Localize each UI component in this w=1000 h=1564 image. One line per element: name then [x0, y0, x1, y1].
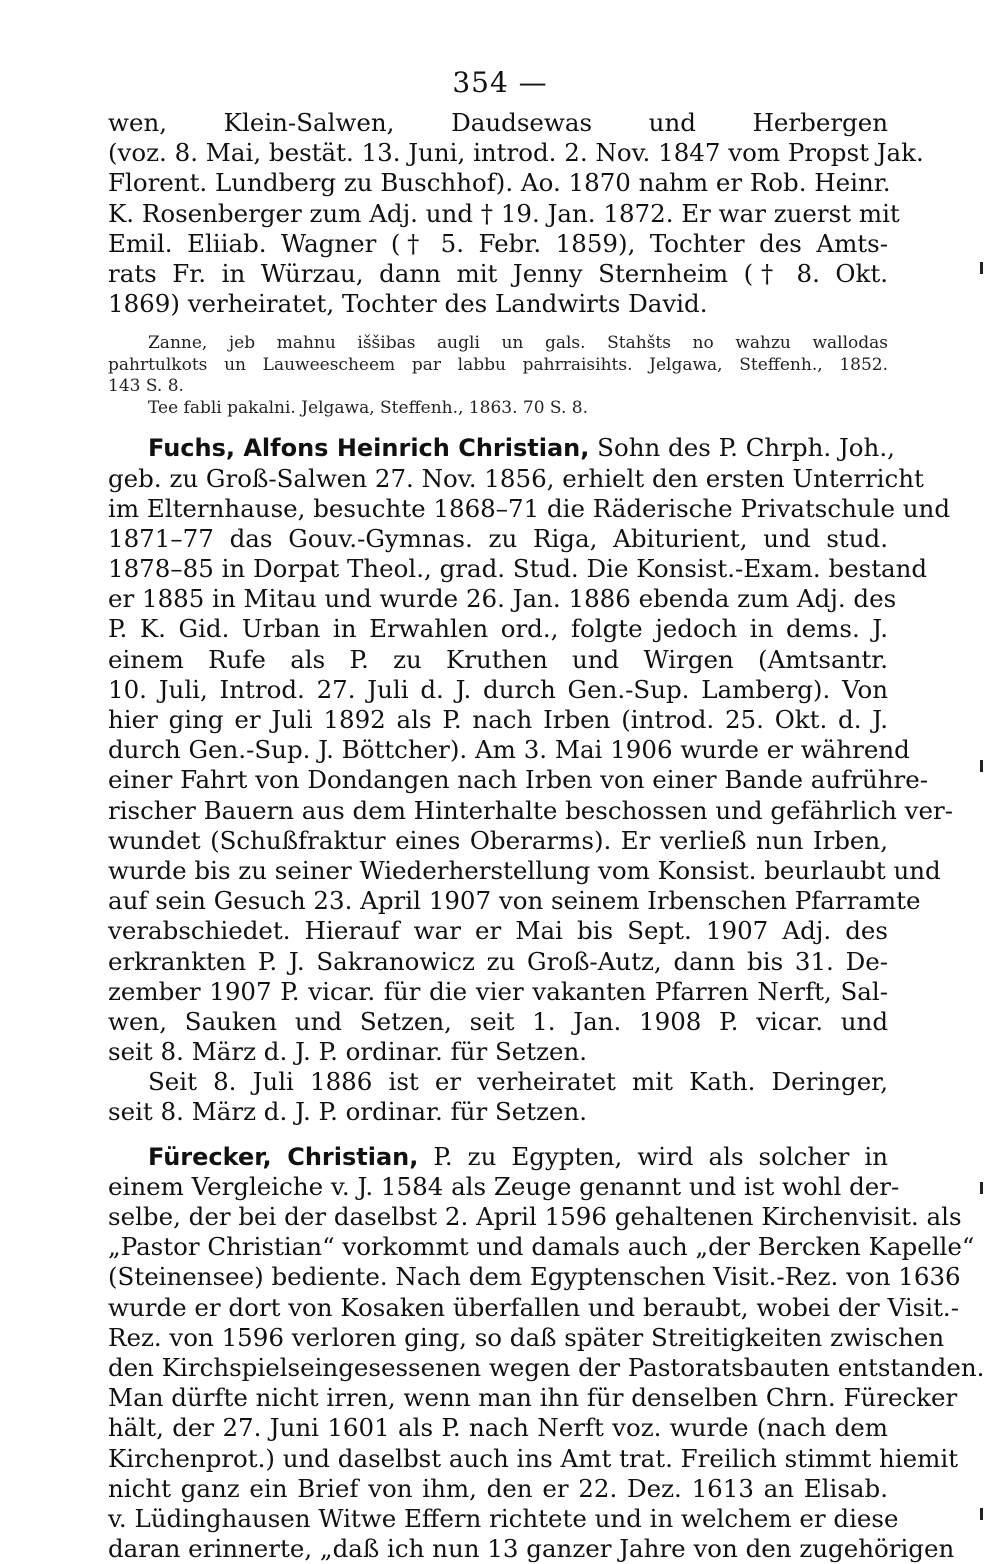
text-line: rats Fr. in Würzau, dann mit Jenny Sternheim († 8. Okt.	[108, 258, 888, 288]
text-line: nicht ganz ein Brief von ihm, den er 22. Dez. 1613 an Elisab.	[108, 1473, 888, 1503]
bibliography-notes	[108, 333, 888, 419]
text-line: auf sein Gesuch 23. April 1907 von seinem Irbenschen Pfarramte	[108, 886, 921, 916]
text-line: erkrankten P. J. Sakranowicz zu Groß-Autz, dann bis 31. De-	[108, 946, 888, 976]
entry-first-line	[108, 433, 895, 463]
entry-heading: Fuchs, Alfons Heinrich Christian,	[148, 434, 590, 463]
text-line: selbe, der bei der daselbst 2. April 1596 gehaltenen Kirchenvisit. als	[108, 1202, 962, 1231]
text-line: wundet (Schußfraktur eines Oberarms). Er verließ nun Irben,	[108, 825, 888, 855]
text-line: Man dürfte nicht irren, wenn man ihn für denselben Chrn. Fürecker	[108, 1383, 958, 1413]
text-line: hier ging er Juli 1892 als P. nach Irben (introd. 25. Okt. d. J.	[108, 705, 888, 734]
margin-mark	[980, 760, 983, 772]
entry-first-line	[108, 1142, 888, 1172]
text-line: einem Vergleiche v. J. 1584 als Zeuge genannt und ist wohl der-	[108, 1171, 900, 1201]
text-line: K. Rosenberger zum Adj. und † 19. Jan. 1872. Er war zuerst mit	[108, 198, 900, 228]
paragraph-continuation	[108, 108, 924, 319]
text-line: geb. zu Groß-Salwen 27. Nov. 1856, erhielt den ersten Unterricht	[108, 463, 924, 493]
margin-mark	[980, 1182, 983, 1194]
entry-heading: Fürecker, Christian,	[148, 1142, 419, 1171]
text-line: verabschiedet. Hierauf war er Mai bis Sept. 1907 Adj. des	[108, 916, 888, 946]
text-line: (voz. 8. Mai, bestät. 13. Juni, introd. 2. Nov. 1847 vom Propst Jak.	[108, 138, 924, 168]
text-line: er 1885 in Mitau und wurde 26. Jan. 1886 ebenda zum Adj. des	[108, 584, 897, 614]
note-line: 143 S. 8.	[108, 376, 184, 397]
entry-heading-rest: P. zu Egypten, wird als solcher in	[433, 1141, 888, 1171]
text-line: 1869) verheiratet, Tochter des Landwirts David.	[108, 289, 708, 319]
text-line: Seit 8. Juli 1886 ist er verheiratet mit Kath. Deringer,	[148, 1067, 888, 1097]
text-line: seit 8. März d. J. P. ordinar. für Setzen.	[108, 1037, 588, 1067]
text-line: 1871–77 das Gouv.-Gymnas. zu Riga, Abiturient, und stud.	[108, 523, 888, 553]
entry-fuerecker	[108, 1141, 985, 1564]
text-line: Kirchenprot.) und daselbst auch ins Amt trat. Freilich stimmt hiemit	[108, 1443, 959, 1473]
margin-mark	[980, 262, 983, 274]
text-line: einer Fahrt von Dondangen nach Irben von einer Bande aufrühre-	[108, 765, 928, 795]
text-line: 1878–85 in Dorpat Theol., grad. Stud. Die Konsist.-Exam. bestand	[108, 554, 928, 584]
text-line: rischer Bauern aus dem Hinterhalte beschossen und gefährlich ver-	[108, 795, 954, 825]
text-line: einem Rufe als P. zu Kruthen und Wirgen (Amtsantr.	[108, 644, 888, 674]
text-line: wen, Sauken und Setzen, seit 1. Jan. 1908 P. vicar. und	[108, 1006, 888, 1036]
text-line: „Pastor Christian“ vorkommt und damals auch „der Bercken Kapelle“	[108, 1232, 975, 1262]
page-number: 354 —	[452, 66, 548, 99]
text-line: (Steinensee) bediente. Nach dem Egyptenschen Visit.-Rez. von 1636	[108, 1262, 961, 1292]
text-line: Florent. Lundberg zu Buschhof). Ao. 1870 nahm er Rob. Heinr.	[108, 168, 891, 198]
text-line: hält, der 27. Juni 1601 als P. nach Nerft voz. wurde (nach dem	[108, 1413, 888, 1443]
entry-fuchs	[108, 433, 954, 1127]
text-line: 10. Juli, Introd. 27. Juli d. J. durch Gen.-Sup. Lamberg). Von	[108, 674, 888, 704]
entry-heading-rest: Sohn des P. Chrph. Joh.,	[597, 433, 895, 463]
text-line: v. Lüdinghausen Witwe Effern richtete und in welchem er diese	[108, 1503, 899, 1533]
note-line: Tee fabli pakalni. Jelgawa, Steffenh., 1863. 70 S. 8.	[148, 397, 588, 418]
text-line: P. K. Gid. Urban in Erwahlen ord., folgte jedoch in dems. J.	[108, 614, 888, 644]
text-line: wurde bis zu seiner Wiederherstellung vom Konsist. beurlaubt und	[108, 855, 941, 885]
text-line: durch Gen.-Sup. J. Böttcher). Am 3. Mai 1906 wurde er während	[108, 735, 910, 765]
text-line: daran erinnerte, „daß ich nun 13 ganzer Jahre von den zugehörigen	[108, 1534, 955, 1564]
text-line: Emil. Eliiab. Wagner († 5. Febr. 1859), Tochter des Amts-	[108, 228, 888, 258]
text-line: seit 8. März d. J. P. ordinar. für Setzen.	[108, 1097, 588, 1127]
text-line: den Kirchspielseingesessenen wegen der Pastoratsbauten entstanden.	[108, 1352, 985, 1382]
margin-mark	[980, 1508, 983, 1520]
text-line: wurde er dort von Kosaken überfallen und beraubt, wobei der Visit.-	[108, 1292, 959, 1322]
text-line: zember 1907 P. vicar. für die vier vakanten Pfarren Nerft, Sal-	[108, 976, 888, 1006]
text-line: Rez. von 1596 verloren ging, so daß später Streitigkeiten zwischen	[108, 1322, 945, 1352]
body-text	[108, 108, 985, 1564]
note-line: Zanne, jeb mahnu iššibas augli un gals. Stahšts no wahzu wallodas	[148, 333, 888, 354]
text-line: wen, Klein-Salwen, Daudsewas und Herbergen	[108, 108, 888, 137]
note-line: pahrtulkots un Lauweescheem par labbu pahrraisihts. Jelgawa, Steffenh., 1852.	[108, 354, 888, 375]
text-line: im Elternhause, besuchte 1868–71 die Räderische Privatschule und	[108, 493, 951, 523]
